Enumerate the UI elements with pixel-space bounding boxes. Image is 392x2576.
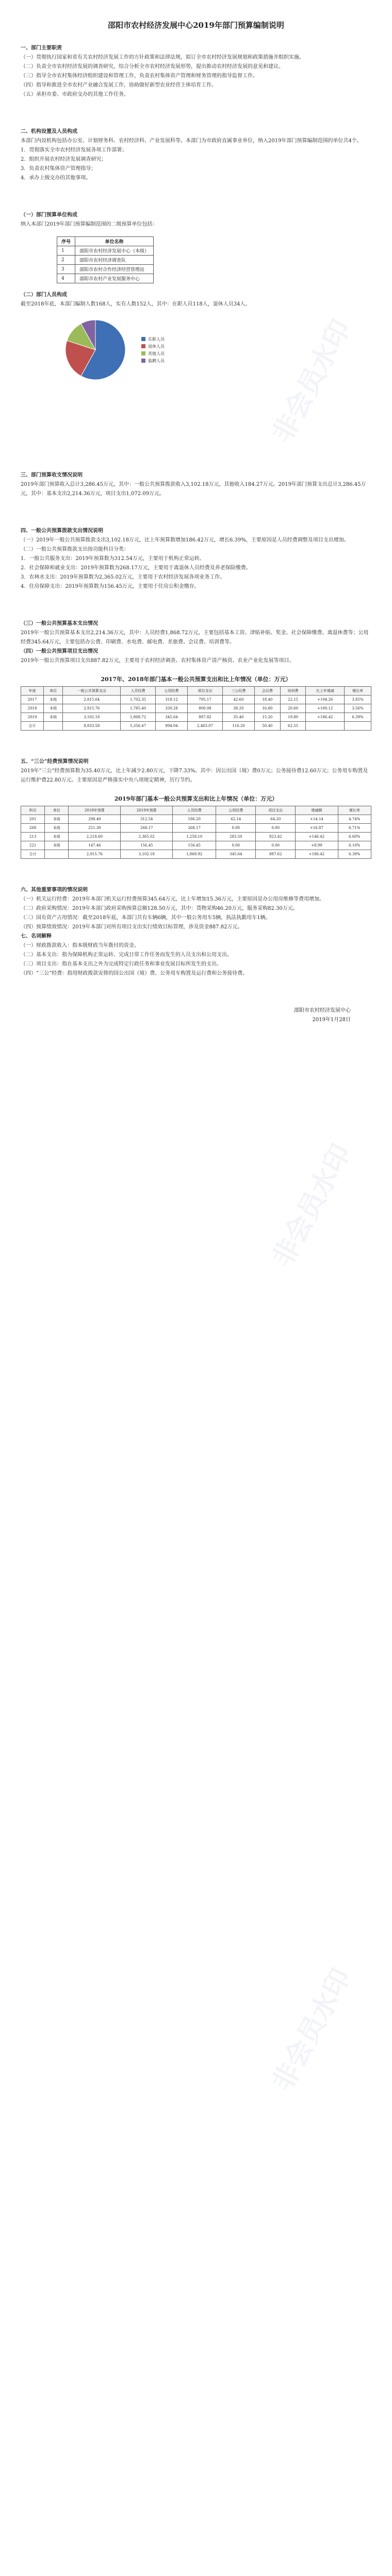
table2-cell: +16.87 [296,824,338,833]
table2-row [21,833,371,841]
legend-label: 其他人员 [148,351,165,356]
budget-unit-table [57,236,154,283]
paragraph-line: （三）指导全市农村集体经济组织建设和管理工作，负责农村集体资产管理和财务管理的指导监督工作。 [21,73,258,79]
table1-cell: 800.08 [188,704,223,713]
table1-cell: 2,815.64 [63,696,121,704]
table1-cell: 合计 [21,722,44,731]
table2-cell: 147.46 [69,841,121,850]
section-heading: 四、一般公共预算拨款支出情况说明 [21,528,103,534]
paragraph-line: （一）2019年一般公共预算拨款支出3,102.18万元，比上年预算数增加186.42万元，增长6.39%，主要原因是人员经费调整及项目支出增加。 [21,537,349,543]
table1-cell: +186.42 [306,713,345,722]
unit-table-cell: 3 [57,265,75,274]
table2-cell: 本级 [45,833,69,841]
table1-header-cell: 年度 [21,687,44,696]
table1-cell: 19.80 [280,713,306,722]
table1-cell: 6.39% [344,713,371,722]
paragraph-line: 2．组织开展农村经济发展调查研究； [21,157,107,162]
table2 [21,806,371,859]
table1-header-cell: 公用经费 [155,687,187,696]
paragraph-line: （一）贯彻执行国家和省有关农村经济发展工作的方针政策和法律法规，拟订全市农村经济发展规划和政策措施并组织实施。 [21,55,304,60]
table1-cell: 8,833.58 [63,722,121,731]
table2-header-cell: 增减额 [296,806,338,815]
table2-cell: 4.74% [338,815,371,824]
legend-label: 退休人员 [148,344,165,349]
paragraph-line: 1．贯彻落实全市农村经济发展各项工作部署； [21,147,127,153]
paragraph-line: （三）国有资产占用情况：截至2018年底，本部门共有车辆6辆，其中一般公务用车5辆，执法执勤用车1辆。 [21,915,271,921]
table1-cell: 5,356.47 [121,722,156,731]
legend-swatch [141,359,145,363]
paragraph-line: 截至2018年底，本部门编制人数168人，实有人数152人，其中：在职人员118人，退休人员34人。 [21,301,251,307]
table1-cell: 887.82 [188,713,223,722]
legend-swatch [141,337,145,341]
table2-cell: 62.14 [216,815,256,824]
section-responsibilities [21,44,371,99]
unit-table-row [57,265,154,274]
table2-header-cell: 人员经费 [173,806,216,815]
table2-cell: +8.99 [296,841,338,850]
section-general-budget [21,527,371,591]
table2-header-cell: 2019年预算 [121,806,173,815]
table2-header-cell: 科目 [21,806,45,815]
table1-cell [344,722,371,731]
section-heading: 一、部门主要职责 [21,45,62,51]
signature-date: 2019年1月28日 [312,1017,351,1023]
paragraph-line: （二）负责全市农村经济发展的调查研究，综合分析全市农村经济发展形势，提出推动农村经济发展的意见和建议。 [21,64,284,70]
pie-legend [141,335,165,365]
paragraph-line: （二）政府采购情况：2019年本部门政府采购预算总额128.50万元，其中：货物采购46.20万元，服务采购82.30万元。 [21,906,298,911]
table2-cell: 887.62 [256,850,296,859]
table1-row [21,713,371,722]
table2-cell: 合计 [21,850,45,859]
paragraph-line: （二）一般公共预算拨款支出按功能科目分类： [21,547,129,552]
table2-cell: 2,218.60 [69,833,121,841]
unit-table-cell: 邵阳市农村经济调查队 [75,256,154,265]
table1-row [21,722,371,731]
paragraph-line: 2019年“三公”经费预算数为35.40万元，比上年减少2.80万元，下降7.33%。其中：因公出国（境）费0万元；公务接待费12.60万元；公务用车购置及运行维护费22.80万元。主要原因是严格落实中央八项规定精神，厉行节约。 [21,768,368,783]
table1-cell: 2017 [21,696,44,704]
table2-cell: 6.10% [338,841,371,850]
table2-cell: 221 [21,841,45,850]
paragraph-line: （一）财政拨款收入：指本级财政当年拨付的资金。 [21,943,139,948]
table2-row [21,850,371,859]
table1-cell: 50.40 [255,722,281,731]
table1-cell: 3,102.18 [63,713,121,722]
table2-header-cell: 增长率 [338,806,371,815]
section-heading: （二）部门人员构成 [21,292,67,298]
table1-cell: 38.20 [222,704,254,713]
table2-header-cell: 单位 [45,806,69,815]
section-staff [21,291,371,309]
paragraph-line: 3．农林水支出：2019年预算数为2,365.02万元，主要用于农村经济发展各项业务工作。 [21,574,225,580]
section-budget-summary [21,471,371,499]
table1-cell: 795.17 [188,696,223,704]
table2-cell: 6.71% [338,824,371,833]
table2-cell: 345.64 [216,850,256,859]
section-organization [21,127,371,183]
paragraph-line: （四）预算绩效情况：2019年本部门对所有项目支出实行绩效目标管理，涉及资金887.82万元。 [21,924,243,930]
legend-swatch [141,344,145,348]
table2-cell: 186.20 [173,815,216,824]
unit-table-cell: 邵阳市农村产业发展服务中心 [75,274,154,283]
table2-cell: 823.42 [256,833,296,841]
table1-cell: 330.28 [155,704,187,713]
table2-cell: 213 [21,833,45,841]
watermark-text: 非会员水印 [267,1139,357,1272]
staff-pie-chart [62,316,371,383]
legend-entry [141,358,165,364]
section-budget-units [21,211,371,229]
table2-cell: 0.00 [256,824,296,833]
paragraph-line: （一）机关运行经费：2019年本部门机关运行经费预算345.64万元，比上年增加15.36万元，主要原因是办公用房维修等费用增加。 [21,896,325,902]
legend-entry [141,344,165,349]
legend-entry [141,351,165,357]
document-title: 邵阳市农村经济发展中心2019年部门预算编制说明 [108,21,284,30]
table1-header-cell: 三公经费 [222,687,254,696]
table1-cell: 1,785.40 [121,704,156,713]
table1-cell: 1,702.35 [121,696,156,704]
paragraph-line: 2019年部门预算收入总计3,286.45万元，其中：一般公共预算拨款收入3,102.18万元，其他收入184.27万元。2019年部门预算支出总计3,286.45万元，其中：基本支出2,214.36万元，项目支出1,072.09万元。 [21,482,366,497]
table2-cell: +14.14 [296,815,338,824]
table2-cell: 312.54 [121,815,173,824]
watermark-text: 非会员水印 [267,1963,357,2096]
table2-cell: 208 [21,824,45,833]
unit-table-cell: 邵阳市农村经济发展中心（本级） [75,246,154,256]
unit-table-row [57,246,154,256]
section-heading: （三）一般公共预算基本支出情况 [21,621,98,626]
table2-caption: 2019年部门基本一般公共预算支出和比上年情况（单位：万元） [114,795,278,802]
table1-caption: 2017年、2018年部门基本一般公共预算支出和比上年情况（单位：万元） [101,676,291,683]
signature-org: 邵阳市农村经济发展中心 [294,1008,351,1013]
section-basic-expenditure [21,619,371,666]
table2-cell: 6.60% [338,833,371,841]
table1-row [21,704,371,713]
table1-cell: 3.85% [344,696,371,704]
table2-row [21,824,371,833]
table2-header-cell: 项目支出 [256,806,296,815]
document-page [21,10,371,1025]
unit-table-cell: 2 [57,256,75,265]
section-heading: （四）一般公共预算项目支出情况 [21,649,98,654]
table1-cell: 20.60 [280,704,306,713]
table1-cell: 35.40 [222,713,254,722]
table2-cell: 268.17 [121,824,173,833]
unit-table-row [57,274,154,283]
unit-table-cell: 1 [57,246,75,256]
table2-cell: 2,915.76 [69,850,121,859]
table2-cell: 2,365.02 [121,833,173,841]
table2-cell: 283.50 [216,833,256,841]
table1-cell: 本级 [44,696,63,704]
pie-svg [62,316,129,383]
table1-cell: +104.26 [306,696,345,704]
table2-cell: 1,868.92 [173,850,216,859]
table1-cell [44,722,63,731]
table1-cell: 345.64 [155,713,187,722]
table2-row [21,841,371,850]
unit-table-row [57,256,154,265]
section-heading: 二、机构设置及人员构成 [21,129,77,134]
table2-cell: 6.39% [338,850,371,859]
table2-cell: 156.45 [173,841,216,850]
table2-cell: +186.42 [296,850,338,859]
table1-cell: 1,868.72 [121,713,156,722]
table2-cell: 本级 [45,824,69,833]
paragraph-line: 2019年一般公共预算项目支出887.82万元，主要用于农村经济调查、农村集体资产清产核资、农业产业化发展等项目。 [21,658,295,664]
table1-row [21,696,371,704]
paragraph-line: （五）承担市委、市政府交办的其他工作任务。 [21,92,129,97]
table2-cell: 0.00 [216,841,256,850]
table2-cell: 298.40 [69,815,121,824]
paragraph-line: 纳入本部门2019年部门预算编制范围的二级预算单位包括： [21,222,158,227]
table2-cell: 201 [21,815,45,824]
paragraph-line: 3．负责农村集体资产管理指导； [21,166,96,172]
table1-cell: 42.60 [222,696,254,704]
table2-header-cell: 公用经费 [216,806,256,815]
paragraph-line: 本部门内设机构包括办公室、计划财务科、农村经济科、产业发展科等。本部门为市政府直属事业单位，纳入2019年部门预算编制范围的单位共4个。 [21,138,362,144]
table1-cell: 22.15 [280,696,306,704]
legend-label: 临聘人员 [148,358,165,363]
table2-cell: 本级 [45,815,69,824]
table1-header-cell: 一般公共预算支出 [63,687,121,696]
table2-cell [45,850,69,859]
table1-header-cell: 单位 [44,687,63,696]
paragraph-line: （三）项目支出：指在基本支出之外为完成特定行政任务和事业发展目标所发生的支出。 [21,961,222,967]
section-three-public [21,757,371,785]
paragraph-line: 4．承办上级交办的其他事项。 [21,175,91,181]
table1-cell: 116.20 [222,722,254,731]
table1-cell: 本级 [44,713,63,722]
table1-cell: 15.20 [255,713,281,722]
table2-cell: 0.00 [256,841,296,850]
table1-cell: 2,483.07 [188,722,223,731]
table1-cell: 本级 [44,704,63,713]
paragraph-line: 2019年一般公共预算基本支出2,214.36万元，其中：人员经费1,868.72万元，主要包括基本工资、津贴补贴、奖金、社会保障缴费、离退休费等；公用经费345.64万元，主要包括办公费、印刷费、水电费、邮电费、差旅费、会议费、培训费等。 [21,630,369,645]
table2-cell: +146.42 [296,833,338,841]
table1-header-cell: 增长率 [344,687,371,696]
legend-entry [141,336,165,342]
table1-cell: 2,915.76 [63,704,121,713]
unit-table-header-cell: 序号 [57,237,75,246]
paragraph-line: （二）基本支出：指为保障机构正常运转、完成日常工作任务而发生的人员支出和公用支出。 [21,952,232,958]
table2-header-cell: 2018年预算 [69,806,121,815]
table1-header-cell: 比上年增减 [306,687,345,696]
table1-cell: 3.56% [344,704,371,713]
table2-row [21,815,371,824]
section-heading: 三、部门预算收支情况说明 [21,472,83,478]
table1-cell: 318.12 [155,696,187,704]
table1 [21,686,371,731]
table1-cell: 62.55 [280,722,306,731]
paragraph-line: 4．住房保障支出：2019年预算数为156.45万元，主要用于住房公积金缴存。 [21,584,200,589]
table2-cell: 3,102.18 [121,850,173,859]
table1-header-cell: 项目支出 [188,687,223,696]
paragraph-line: （四）“三公”经费：指用财政拨款安排的因公出国（境）费、公务用车购置及运行费和公务接待费。 [21,971,248,976]
section-heading: 五、“三公”经费预算情况说明 [21,759,89,765]
table2-cell: 156.45 [121,841,173,850]
paragraph-line: 2．社会保障和就业支出：2019年预算数为268.17万元，主要用于离退休人员经费及养老保险缴费。 [21,565,251,571]
table1-header-cell: 会议费 [255,687,281,696]
table1-cell: +100.12 [306,704,345,713]
table1-cell: 18.40 [255,696,281,704]
section-heading: （一）部门预算单位构成 [21,212,77,218]
table2-cell: 251.30 [69,824,121,833]
section-other-matters [21,886,371,978]
unit-table-header-cell: 单位名称 [75,237,154,246]
unit-table-cell: 邵阳市农村合作经济经营管理站 [75,265,154,274]
table1-cell: 2018 [21,704,44,713]
paragraph-line: （四）指导和推进全市农村产业融合发展工作，协助做好新型农业经营主体培育工作。 [21,82,217,88]
table2-cell: 1,258.10 [173,833,216,841]
table2-cell: 本级 [45,841,69,850]
table1-cell: 994.04 [155,722,187,731]
table1-header-cell: 人员经费 [121,687,156,696]
table1-cell: 16.80 [255,704,281,713]
section-heading: 六、其他重要事项的情况说明 [21,887,88,893]
section-heading: 七、名词解释 [21,934,52,939]
paragraph-line: 1．一般公共服务支出：2019年预算数为312.54万元，主要用于机构正常运转。 [21,556,205,562]
legend-label: 在职人员 [148,336,165,342]
table1-cell: 2019 [21,713,44,722]
unit-table-cell: 4 [57,274,75,283]
table2-cell: 268.17 [173,824,216,833]
table1-header-cell: 培训费 [280,687,306,696]
watermark-text: 非会员水印 [267,315,357,448]
legend-swatch [141,351,145,355]
table1-cell [306,722,345,731]
table2-cell: 64.20 [256,815,296,824]
table2-cell: 0.00 [216,824,256,833]
